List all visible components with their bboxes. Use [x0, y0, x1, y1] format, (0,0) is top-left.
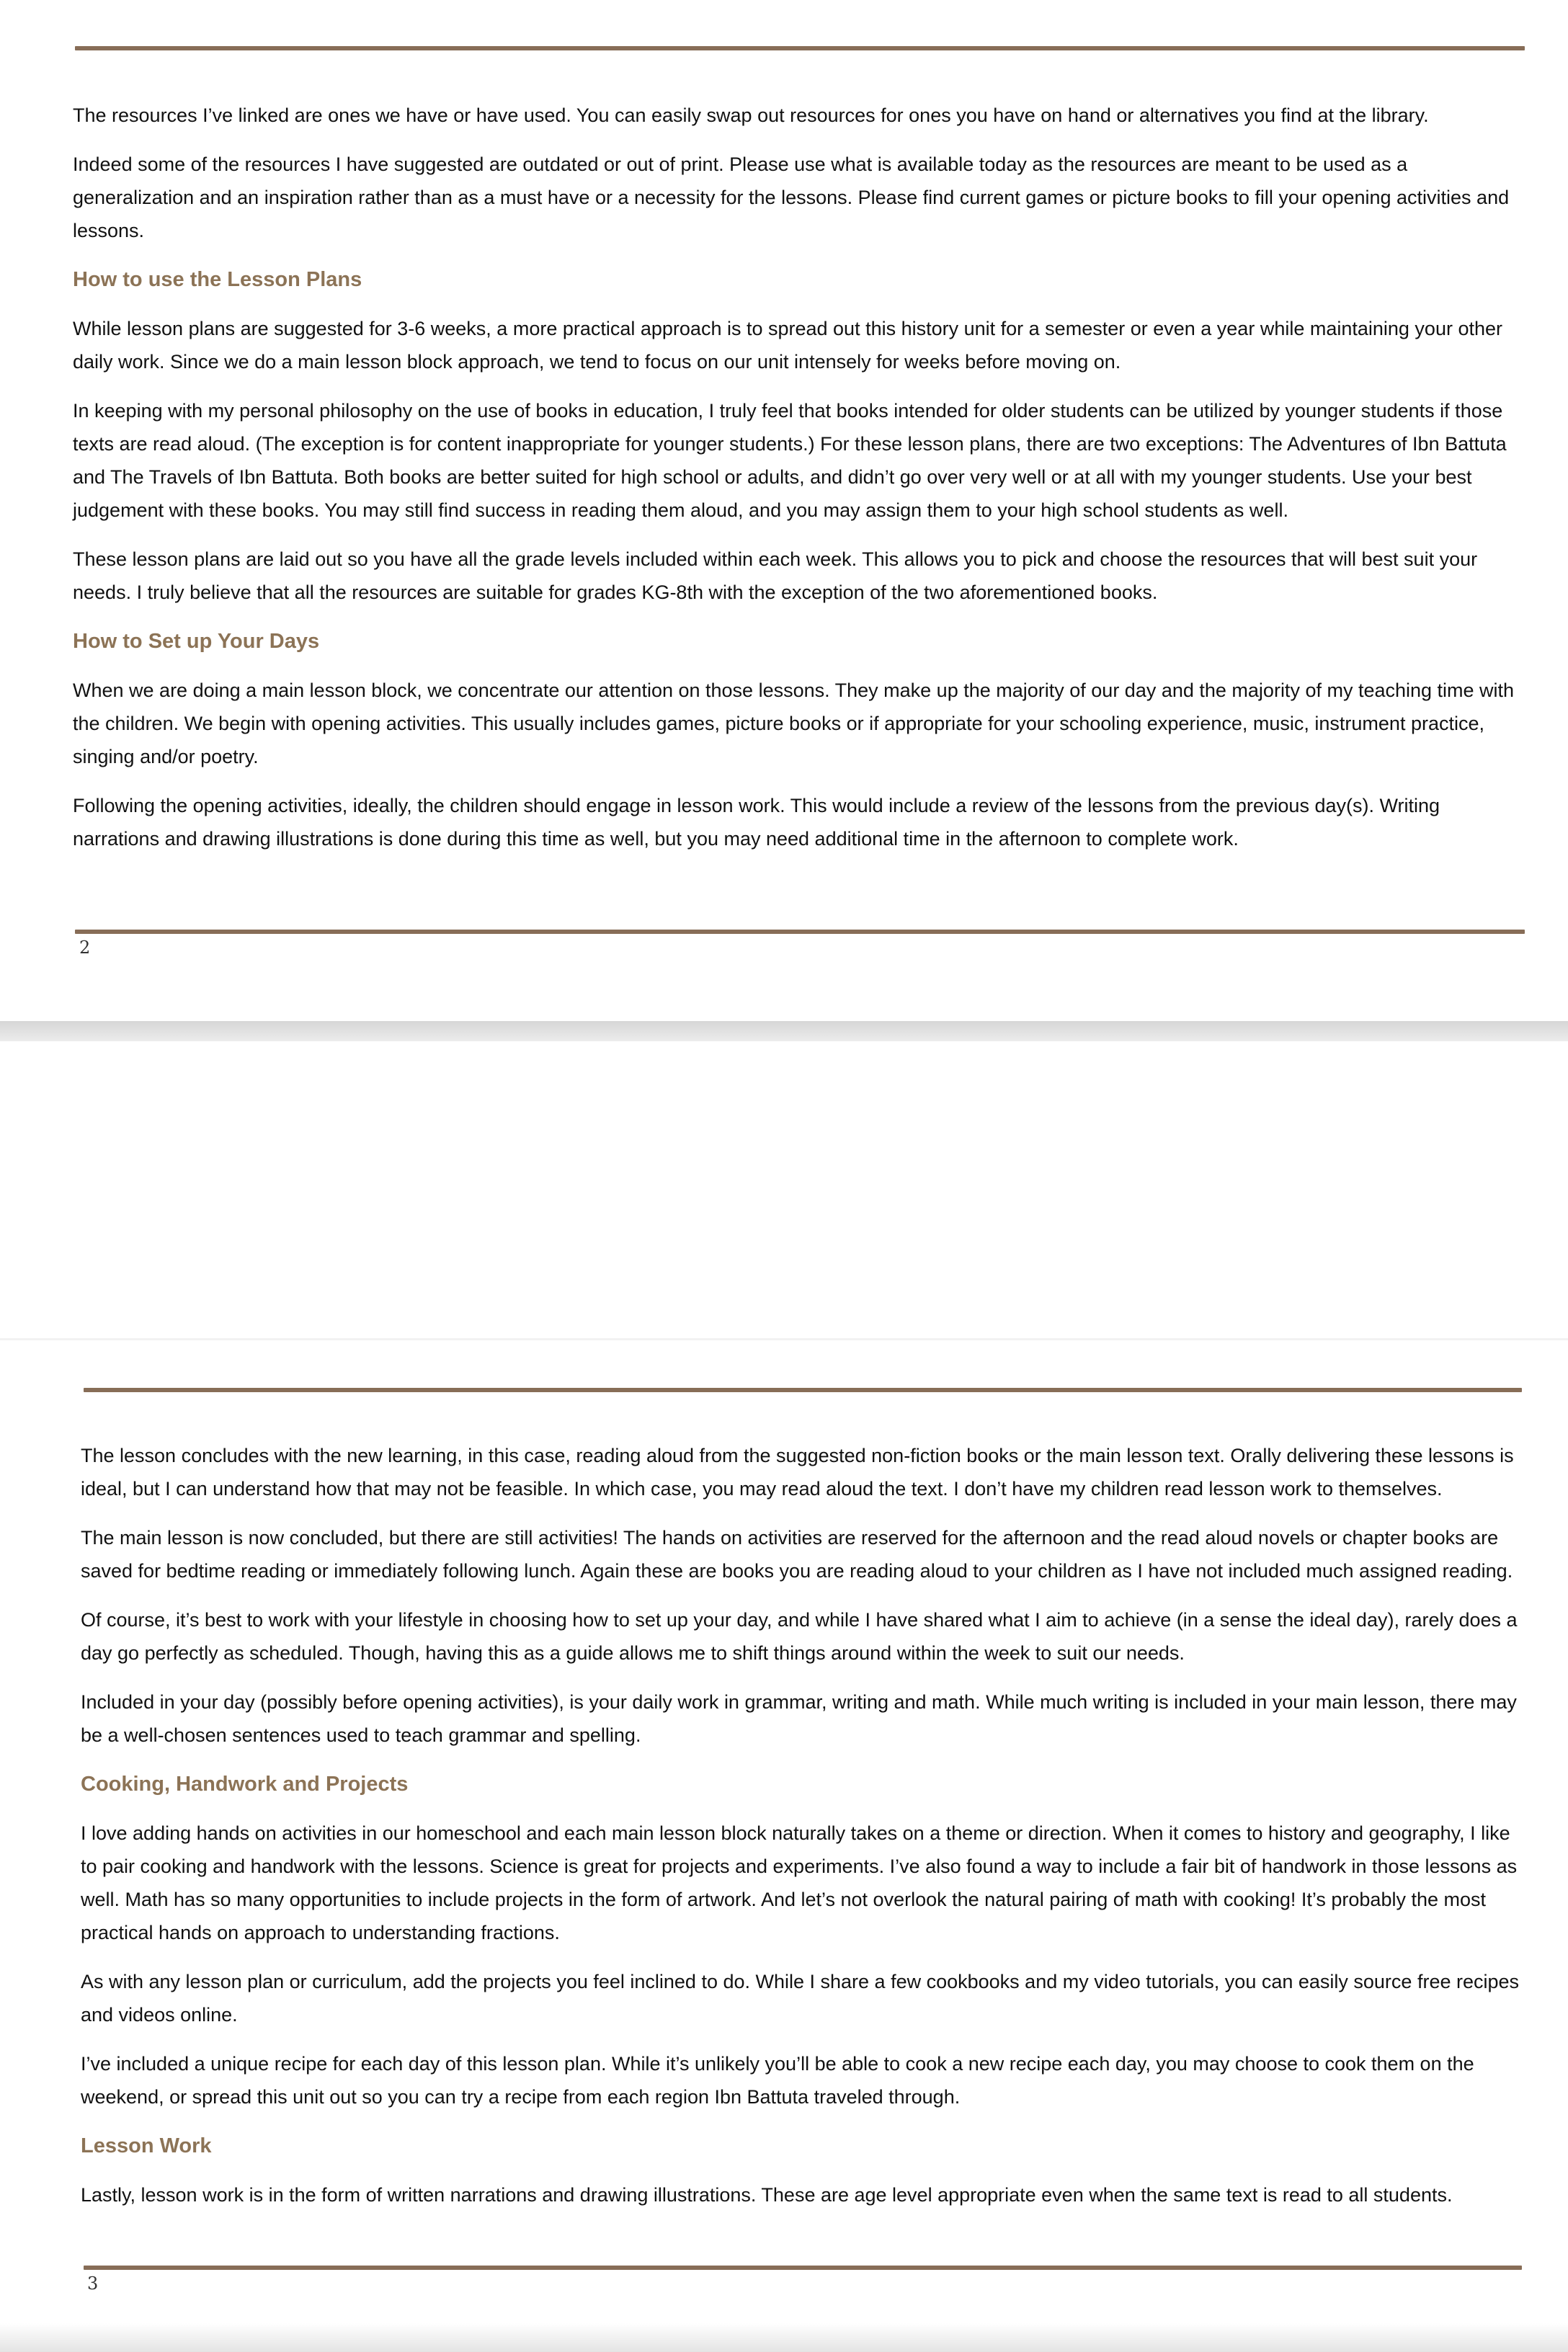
body-paragraph: These lesson plans are laid out so you have all the grade levels included within each week. This allows you to pick and choose the resources that will best suit your needs. I truly believe that all the resources are suitable for grades KG-8th with the exception of the two aforementioned books.	[73, 548, 1478, 603]
page-content	[73, 99, 1521, 871]
section-heading: Lesson Work	[81, 2134, 212, 2157]
top-rule	[75, 46, 803, 50]
body-paragraph: I’ve included a unique recipe for each day of this lesson plan. While it’s unlikely you’ll be able to cook a new recipe each day, you may choose to cook them on the weekend, or spread this unit out so you can try a recipe from each region Ibn Battuta traveled through.	[81, 2053, 1474, 2108]
body-paragraph: Following the opening activities, ideally, the children should engage in lesson work. This would include a review of the lessons from the previous day(s). Writing narrations and drawing illustrations is done during this time as well, but you may need additional time in the afternoon to complete work.	[73, 795, 1440, 850]
body-paragraph: Lastly, lesson work is in the form of written narrations and drawing illustrations. These are age level appropriate even when the same text is read to all students.	[81, 2184, 1453, 2206]
body-paragraph: As with any lesson plan or curriculum, add the projects you feel inclined to do. While I share a few cookbooks and my video tutorials, you can easily source free recipes and videos online.	[81, 1971, 1520, 2026]
top-rule-right	[801, 46, 1525, 50]
section-heading: Cooking, Handwork and Projects	[81, 1773, 409, 1796]
page-2	[0, 0, 1568, 1021]
footer-rule	[84, 2266, 1522, 2270]
body-paragraph: I love adding hands on activities in our homeschool and each main lesson block naturally takes on a theme or direction. When it comes to history and geography, I like to pair cooking and handwork with the lessons. Science is great for projects and experiments. I’ve also found a way to include a fair bit of handwork in those lessons as well. Math has so many opportunities to include projects in the form of artwork. And let’s not overlook the natural pairing of math with cooking! It’s probably the most practical hands on approach to understanding fractions.	[81, 1822, 1518, 1943]
body-paragraph: Indeed some of the resources I have suggested are outdated or out of print. Please use what is available today as the resources are meant to be used as a generalization and an inspiration rather than as a must have or a necessity for the lessons. Please find current games or picture books to fill your opening activities and lessons.	[73, 153, 1510, 241]
body-paragraph: While lesson plans are suggested for 3-6 weeks, a more practical approach is to spread out this history unit for a semester or even a year while maintaining your other daily work. Since we do a main lesson block approach, we tend to focus on our unit intensely for weeks before moving on.	[73, 318, 1502, 373]
body-paragraph: The resources I’ve linked are ones we have or have used. You can easily swap out resources for ones you have on hand or alternatives you find at the library.	[73, 104, 1429, 126]
page-bottom-shade	[0, 2323, 1568, 2352]
page-number: 3	[87, 2273, 99, 2294]
body-paragraph: The lesson concludes with the new learning, in this case, reading aloud from the suggested non-fiction books or the main lesson text. Orally delivering these lessons is ideal, but I can understand how that may not be feasible. In which case, you may read aloud the text. I don’t have my children read lesson work to themselves.	[81, 1445, 1514, 1500]
top-rule	[84, 1388, 1522, 1392]
body-paragraph: Of course, it’s best to work with your lifestyle in choosing how to set up your day, and while I have shared what I aim to achieve (in a sense the ideal day), rarely does a day go perfectly as scheduled. Though, having this as a guide allows me to shift things around within the week to suit our needs.	[81, 1609, 1518, 1664]
page-number: 2	[79, 937, 91, 958]
section-heading: How to Set up Your Days	[73, 630, 320, 653]
page-3	[0, 1340, 1568, 2352]
body-paragraph: Included in your day (possibly before opening activities), is your daily work in grammar, writing and math. While much writing is included in your main lesson, there may be a well-chosen sentences used to teach grammar and spelling.	[81, 1691, 1517, 1746]
blank-page-gap	[0, 1041, 1568, 1340]
footer-rule	[75, 930, 1525, 934]
section-heading: How to use the Lesson Plans	[73, 268, 362, 291]
page-separator-shadow	[0, 1021, 1568, 1041]
body-paragraph: The main lesson is now concluded, but there are still activities! The hands on activities are reserved for the afternoon and the read aloud novels or chapter books are saved for bedtime reading or immediately following lunch. Again these are books you are reading aloud to your children as I have not included much assigned reading.	[81, 1527, 1513, 1582]
page-content	[81, 1439, 1522, 2227]
body-paragraph: In keeping with my personal philosophy on the use of books in education, I truly feel that books intended for older students can be utilized by younger students if those texts are read aloud. (The exception is for content inappropriate for younger students.) For these lesson plans, there are two exceptions: The Adventures of Ibn Battuta and The Travels of Ibn Battuta. Both books are better suited for high school or adults, and didn’t go over very well or at all with my younger students. Use your best judgement with these books. You may still find success in reading them aloud, and you may assign them to your high school students as well.	[73, 400, 1507, 521]
body-paragraph: When we are doing a main lesson block, we concentrate our attention on those lessons. They make up the majority of our day and the majority of my teaching time with the children. We begin with opening activities. This usually includes games, picture books or if appropriate for your schooling experience, music, instrument practice, singing and/or poetry.	[73, 680, 1515, 767]
